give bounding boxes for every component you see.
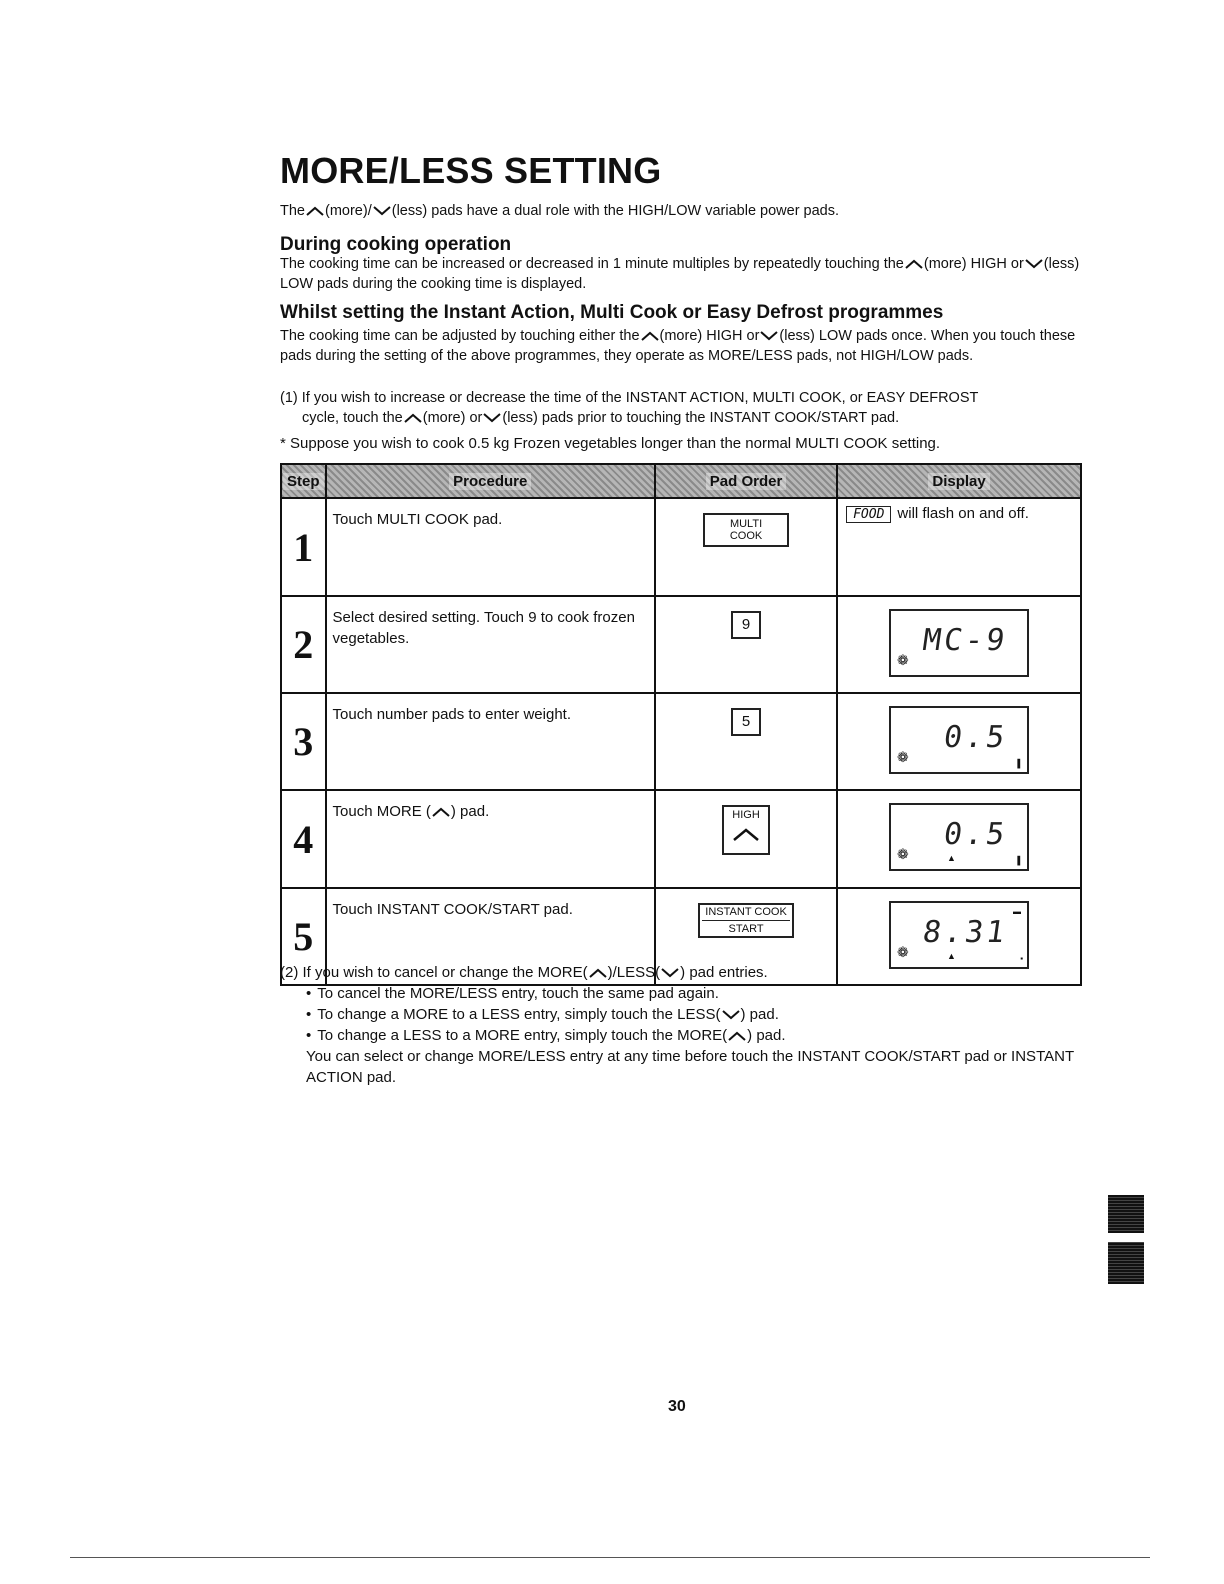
item1-c: (more) or [422, 410, 483, 426]
table-row [281, 693, 1081, 790]
header-procedure [326, 464, 656, 498]
more-arrow-icon [589, 968, 607, 978]
table-header-row [281, 464, 1081, 498]
number-9-pad: 9 [731, 611, 761, 639]
step-display [837, 498, 1081, 596]
notes-list [280, 983, 1090, 1046]
list-item [306, 1025, 1090, 1046]
step-procedure: Touch MULTI COOK pad. [326, 498, 656, 596]
during-text-c: (less) LOW pads during the cooking time is displayed. [280, 256, 1080, 292]
number-5-pad: 5 [731, 708, 761, 736]
less-arrow-icon [373, 206, 391, 216]
whilst-item-1 [280, 388, 1080, 428]
notes-section [280, 962, 1090, 1088]
page-title: MORE/LESS SETTING [280, 150, 662, 191]
kg-indicator-icon: ▌ [1017, 856, 1024, 865]
list-item [306, 983, 1090, 1004]
lcd-display [889, 803, 1029, 871]
more-arrow-icon [731, 825, 761, 843]
more-indicator-icon: ▲ [947, 951, 956, 961]
whilst-text-a: The cooking time can be adjusted by touching either the [280, 328, 640, 344]
during-text [280, 254, 1080, 294]
step-procedure: Touch number pads to enter weight. [326, 693, 656, 790]
page-number: 30 [668, 1398, 686, 1415]
item1-b: cycle, touch the [302, 410, 403, 426]
item1-continuation [280, 408, 1080, 428]
item-2 [280, 962, 1090, 983]
more-arrow-icon [432, 807, 450, 817]
proc-a: Touch MORE ( [332, 803, 431, 820]
header-pad-order [655, 464, 837, 498]
defrost-indicator-icon: ❁ [897, 944, 909, 960]
step-pad [655, 596, 837, 693]
note-b1: To cancel the MORE/LESS entry, touch the same pad again. [317, 985, 719, 1002]
note-b3-b: ) pad. [747, 1027, 786, 1044]
food-lcd-chip: FOOD [846, 506, 891, 523]
note-b2-a: To change a MORE to a LESS entry, simply touch the LESS( [317, 1006, 721, 1023]
lcd-digits: 8.31 [920, 915, 1010, 950]
defrost-indicator-icon: ❁ [897, 749, 909, 765]
item2-c: ) pad entries. [680, 964, 768, 981]
more-indicator-icon: ▲ [947, 853, 956, 863]
cook-indicator-icon: ▬ [1013, 907, 1022, 916]
step-procedure [326, 790, 656, 888]
step-procedure: Select desired setting. Touch 9 to cook frozen vegetables. [326, 596, 656, 693]
bottom-rule [70, 1557, 1150, 1558]
whilst-text-c: (less) LOW pads once. When you touch these pads during the setting of the above programmes, they operate as MORE/LESS pads, not HIGH/LOW pads. [280, 328, 1076, 364]
more-arrow-icon [905, 259, 923, 269]
display-text: will flash on and off. [897, 505, 1029, 522]
instant-cook-start-pad [698, 903, 794, 938]
during-text-b: (more) HIGH or [923, 256, 1024, 272]
chapter-tab-marker [1108, 1242, 1144, 1284]
item2-b: )/LESS( [607, 964, 661, 981]
high-more-pad [722, 805, 770, 855]
note-b2-b: ) pad. [740, 1006, 779, 1023]
step-number: 4 [281, 790, 326, 888]
step-display [837, 596, 1081, 693]
pad-label-top: MULTI [729, 518, 763, 530]
less-arrow-icon [760, 331, 778, 341]
kg-indicator-icon: ▌ [1017, 759, 1024, 768]
step-pad [655, 498, 837, 596]
defrost-indicator-icon: ❁ [897, 846, 909, 862]
item1-a: (1) If you wish to increase or decrease the time of the INSTANT ACTION, MULTI COOK, or EASY DEFROST [280, 390, 979, 406]
steps-table [280, 463, 1082, 986]
pad-label-bottom: START [702, 920, 790, 935]
step-display [837, 790, 1081, 888]
step-number: 5 [281, 888, 326, 985]
step-pad [655, 790, 837, 888]
whilst-heading: Whilst setting the Instant Action, Multi Cook or Easy Defrost programmes [280, 302, 944, 323]
pad-label-bottom: COOK [729, 530, 763, 542]
header-display-label: Display [928, 473, 989, 490]
less-arrow-icon [722, 1010, 740, 1020]
item1-d: (less) pads prior to touching the INSTANT COOK/START pad. [502, 410, 900, 426]
more-arrow-icon [404, 413, 422, 423]
step-number: 2 [281, 596, 326, 693]
lcd-display [889, 706, 1029, 774]
table-row [281, 498, 1081, 596]
header-step-label: Step [283, 473, 324, 490]
high-indicator-icon: ▪ [1020, 954, 1024, 963]
less-arrow-icon [1025, 259, 1043, 269]
suppose-text: * Suppose you wish to cook 0.5 kg Frozen vegetables longer than the normal MULTI COOK setting. [280, 435, 941, 452]
less-arrow-icon [661, 968, 679, 978]
list-item [306, 1004, 1090, 1025]
whilst-text-b: (more) HIGH or [659, 328, 760, 344]
item2-a: (2) If you wish to cancel or change the MORE( [280, 964, 588, 981]
lcd-digits: 0.5 [941, 817, 1010, 852]
intro-less: (less) pads have a dual role with the HIGH/LOW variable power pads. [391, 203, 840, 219]
less-arrow-icon [483, 413, 501, 423]
step-number: 1 [281, 498, 326, 596]
whilst-text [280, 326, 1080, 366]
header-procedure-label: Procedure [449, 473, 531, 490]
header-step [281, 464, 326, 498]
lcd-display [889, 901, 1029, 969]
intro-text [280, 203, 839, 219]
step-procedure: Touch INSTANT COOK/START pad. [326, 888, 656, 985]
step-number: 3 [281, 693, 326, 790]
table-row [281, 790, 1081, 888]
proc-b: ) pad. [450, 803, 490, 820]
pad-label: HIGH [732, 809, 760, 821]
lcd-display [889, 609, 1029, 677]
lcd-digits: MC-9 [920, 623, 1010, 658]
more-arrow-icon [728, 1031, 746, 1041]
notes-final: You can select or change MORE/LESS entry at any time before touch the INSTANT COOK/START pad or INSTANT ACTION pad. [306, 1048, 1074, 1086]
table-row [281, 596, 1081, 693]
intro-more: (more)/ [325, 203, 372, 219]
intro-pre: The [280, 203, 305, 219]
header-display [837, 464, 1081, 498]
chapter-tab-marker [1108, 1195, 1144, 1233]
multi-cook-pad [703, 513, 789, 547]
during-text-a: The cooking time can be increased or decreased in 1 minute multiples by repeatedly touching the [280, 256, 904, 272]
step-pad [655, 693, 837, 790]
note-b3-a: To change a LESS to a MORE entry, simply touch the MORE( [317, 1027, 728, 1044]
during-heading: During cooking operation [280, 234, 512, 255]
more-arrow-icon [306, 206, 324, 216]
lcd-digits: 0.5 [941, 720, 1010, 755]
step-display [837, 693, 1081, 790]
header-pad-label: Pad Order [706, 473, 787, 490]
defrost-indicator-icon: ❁ [897, 652, 909, 668]
pad-label-top: INSTANT COOK [705, 906, 787, 918]
more-arrow-icon [641, 331, 659, 341]
